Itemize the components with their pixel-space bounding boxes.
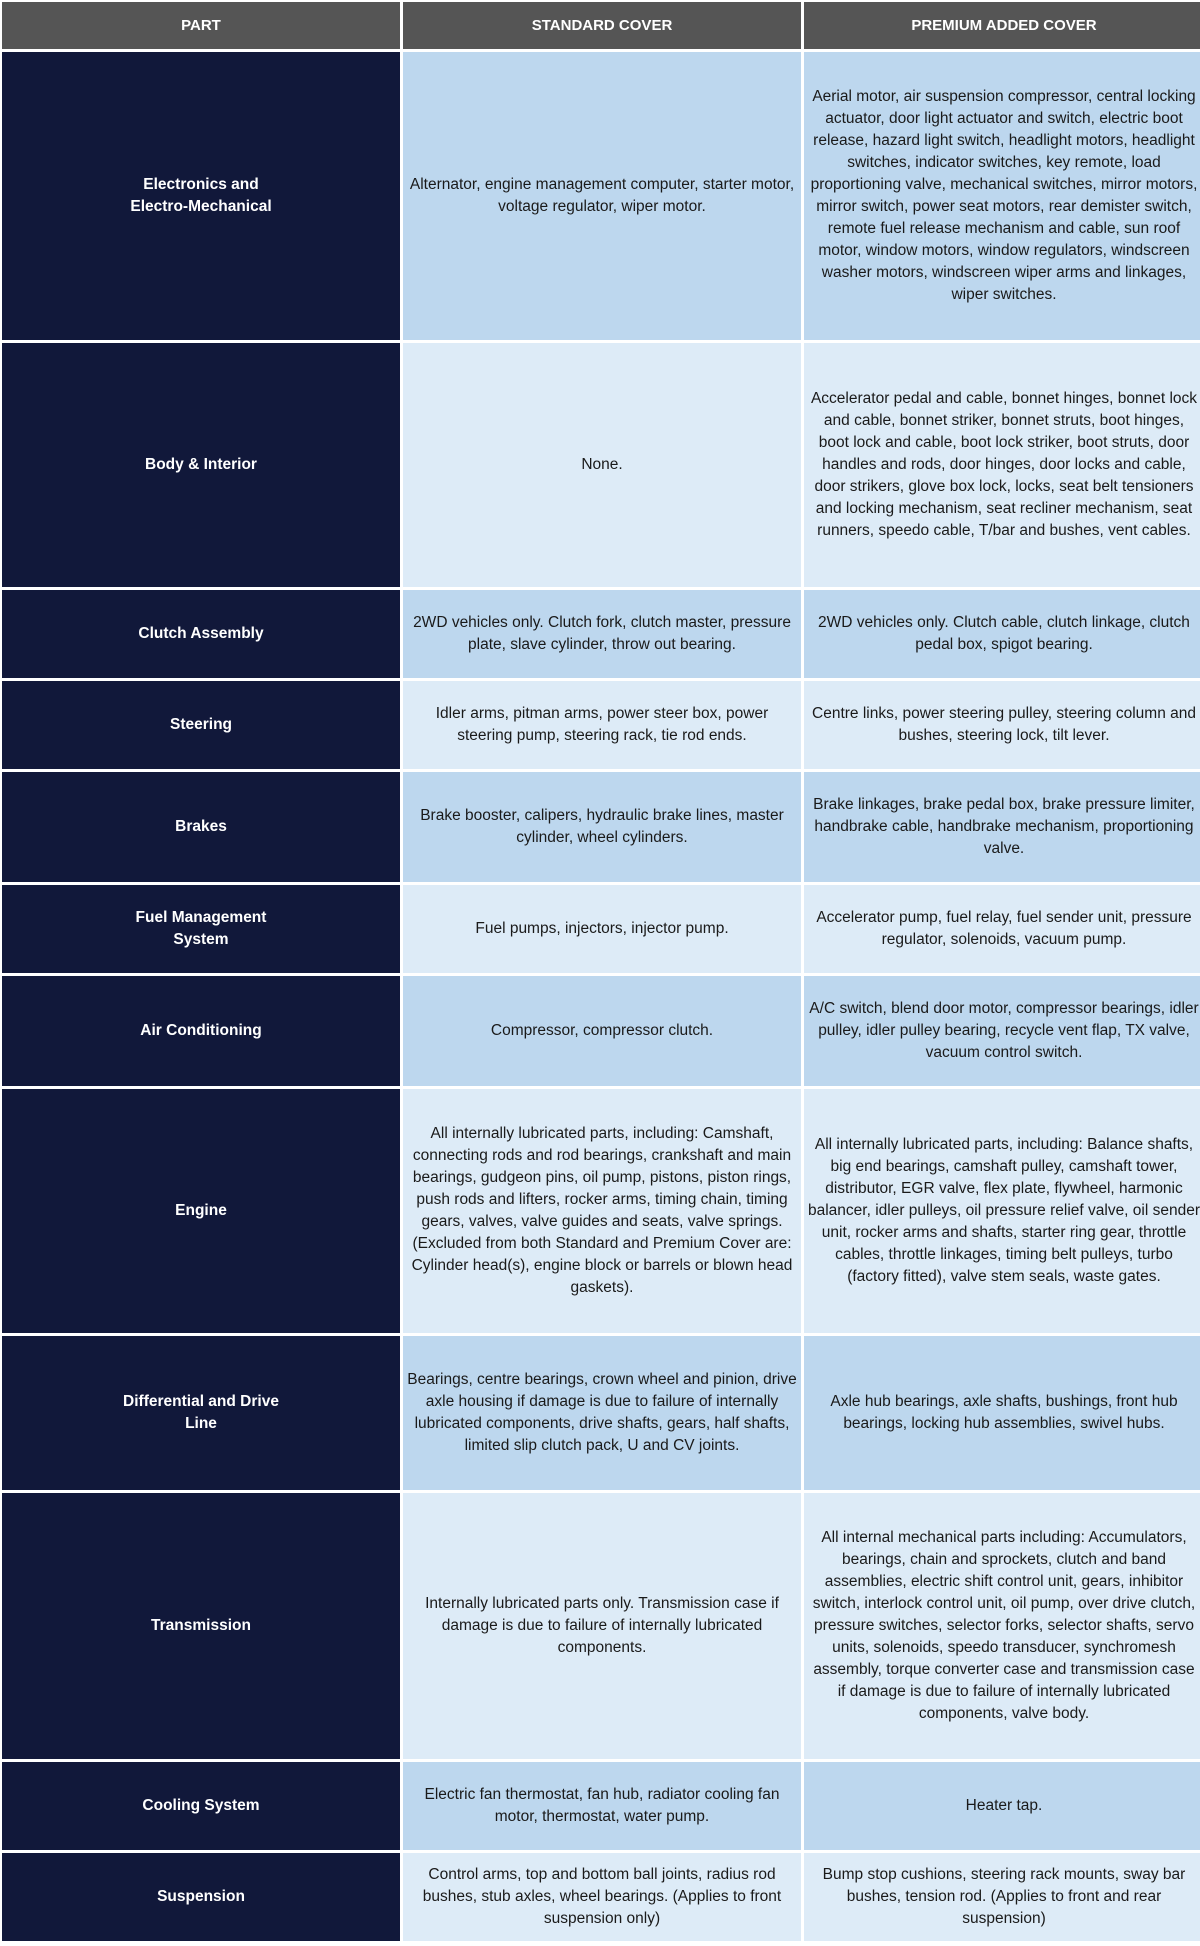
premium-cell: Centre links, power steering pulley, steering column and bushes, steering lock, tilt lever. (804, 681, 1200, 769)
header-row (2, 2, 1200, 49)
premium-cell: Bump stop cushions, steering rack mounts, sway bar bushes, tension rod. (Applies to front and rear suspension) (804, 1853, 1200, 1941)
part-label: Transmission (151, 1617, 251, 1634)
standard-cell: Internally lubricated parts only. Transmission case if damage is due to failure of internally lubricated components. (403, 1493, 801, 1759)
part-cell (2, 52, 400, 340)
part-label: Cooling System (142, 1797, 260, 1814)
part-cell (2, 681, 400, 769)
standard-cell: Alternator, engine management computer, starter motor, voltage regulator, wiper motor. (403, 52, 801, 340)
standard-cell: Compressor, compressor clutch. (403, 976, 801, 1086)
part-cell (2, 1762, 400, 1850)
standard-cell: Control arms, top and bottom ball joints, radius rod bushes, stub axles, wheel bearings. (Applies to front suspension only) (403, 1853, 801, 1941)
table-row (2, 885, 1200, 973)
table-row (2, 343, 1200, 587)
part-label: Body & Interior (145, 456, 257, 473)
premium-cell: Axle hub bearings, axle shafts, bushings, front hub bearings, locking hub assemblies, swivel hubs. (804, 1336, 1200, 1490)
header-standard-cover: STANDARD COVER (403, 2, 801, 49)
part-label: Differential and Drive Line (123, 1393, 279, 1432)
standard-cell: Fuel pumps, injectors, injector pump. (403, 885, 801, 973)
premium-cell: A/C switch, blend door motor, compressor bearings, idler pulley, idler pulley bearing, recycle vent flap, TX valve, vacuum control switch. (804, 976, 1200, 1086)
premium-cell: 2WD vehicles only. Clutch cable, clutch linkage, clutch pedal box, spigot bearing. (804, 590, 1200, 678)
premium-cell: Aerial motor, air suspension compressor, central locking actuator, door light actuator and switch, electric boot release, hazard light switch, headlight motors, headlight switches, indicator switches, key remote, load proportioning valve, mechanical switches, mirror motors, mirror switch, power seat motors, rear demister switch, remote fuel release mechanism and cable, sun roof motor, window motors, window regulators, windscreen washer motors, windscreen wiper arms and linkages, wiper switches. (804, 52, 1200, 340)
premium-cell: Brake linkages, brake pedal box, brake pressure limiter, handbrake cable, handbrake mechanism, proportioning valve. (804, 772, 1200, 882)
part-label: Fuel Management System (135, 909, 267, 948)
premium-cell: Accelerator pump, fuel relay, fuel sender unit, pressure regulator, solenoids, vacuum pump. (804, 885, 1200, 973)
standard-cell: 2WD vehicles only. Clutch fork, clutch master, pressure plate, slave cylinder, throw out bearing. (403, 590, 801, 678)
table-row (2, 976, 1200, 1086)
table-row (2, 52, 1200, 340)
table-row (2, 1089, 1200, 1333)
standard-cell: Bearings, centre bearings, crown wheel and pinion, drive axle housing if damage is due to failure of internally lubricated components, drive shafts, gears, half shafts, limited slip clutch pack, U and CV joints. (403, 1336, 801, 1490)
premium-cell: All internal mechanical parts including: Accumulators, bearings, chain and sprockets, clutch and band assemblies, electric shift control unit, gears, inhibitor switch, interlock control unit, oil pump, over drive clutch, pressure switches, selector forks, selector shafts, servo units, solenoids, speedo transducer, synchromesh assembly, torque converter case and transmission case if damage is due to failure of internally lubricated components, valve body. (804, 1493, 1200, 1759)
standard-cell: All internally lubricated parts, including: Camshaft, connecting rods and rod bearings, crankshaft and main bearings, gudgeon pins, oil pump, pistons, piston rings, push rods and lifters, rocker arms, timing chain, timing gears, valves, valve guides and seats, valve springs. (Excluded from both Standard and Premium Cover are: Cylinder head(s), engine block or barrels or blown head gaskets). (403, 1089, 801, 1333)
header-premium-added-cover: PREMIUM ADDED COVER (804, 2, 1200, 49)
premium-cell: Accelerator pedal and cable, bonnet hinges, bonnet lock and cable, bonnet striker, bonnet struts, boot hinges, boot lock and cable, boot lock striker, boot struts, door handles and rods, door hinges, door locks and cable, door strikers, glove box lock, locks, seat belt tensioners and locking mechanism, seat recliner mechanism, seat runners, speedo cable, T/bar and bushes, vent cables. (804, 343, 1200, 587)
part-cell (2, 1336, 400, 1490)
part-cell (2, 885, 400, 973)
table-row (2, 772, 1200, 882)
standard-cell: Electric fan thermostat, fan hub, radiator cooling fan motor, thermostat, water pump. (403, 1762, 801, 1850)
part-cell (2, 343, 400, 587)
part-cell (2, 590, 400, 678)
part-cell (2, 1493, 400, 1759)
part-cell (2, 1853, 400, 1941)
part-label: Brakes (175, 818, 227, 835)
part-cell (2, 1089, 400, 1333)
part-cell (2, 772, 400, 882)
table-row (2, 1336, 1200, 1490)
part-label: Clutch Assembly (138, 625, 264, 642)
part-label: Suspension (157, 1888, 245, 1905)
table-row (2, 681, 1200, 769)
part-label: Air Conditioning (140, 1022, 262, 1039)
premium-cell: All internally lubricated parts, including: Balance shafts, big end bearings, camshaft pulley, camshaft tower, distributor, EGR valve, flex plate, flywheel, harmonic balancer, idler pulleys, oil pressure relief valve, oil sender unit, rocker arms and shafts, starter ring gear, throttle cables, throttle linkages, timing belt pulleys, turbo (factory fitted), valve stem seals, waste gates. (804, 1089, 1200, 1333)
part-label: Engine (175, 1202, 227, 1219)
table-row (2, 1853, 1200, 1941)
part-label: Steering (169, 716, 232, 733)
table-row (2, 1493, 1200, 1759)
standard-cell: Idler arms, pitman arms, power steer box, power steering pump, steering rack, tie rod ends. (403, 681, 801, 769)
header-part: PART (2, 2, 400, 49)
part-cell (2, 976, 400, 1086)
table-row (2, 1762, 1200, 1850)
premium-cell: Heater tap. (804, 1762, 1200, 1850)
table-row (2, 590, 1200, 678)
standard-cell: None. (403, 343, 801, 587)
part-label: Electronics and Electro-Mechanical (130, 176, 272, 215)
standard-cell: Brake booster, calipers, hydraulic brake lines, master cylinder, wheel cylinders. (403, 772, 801, 882)
